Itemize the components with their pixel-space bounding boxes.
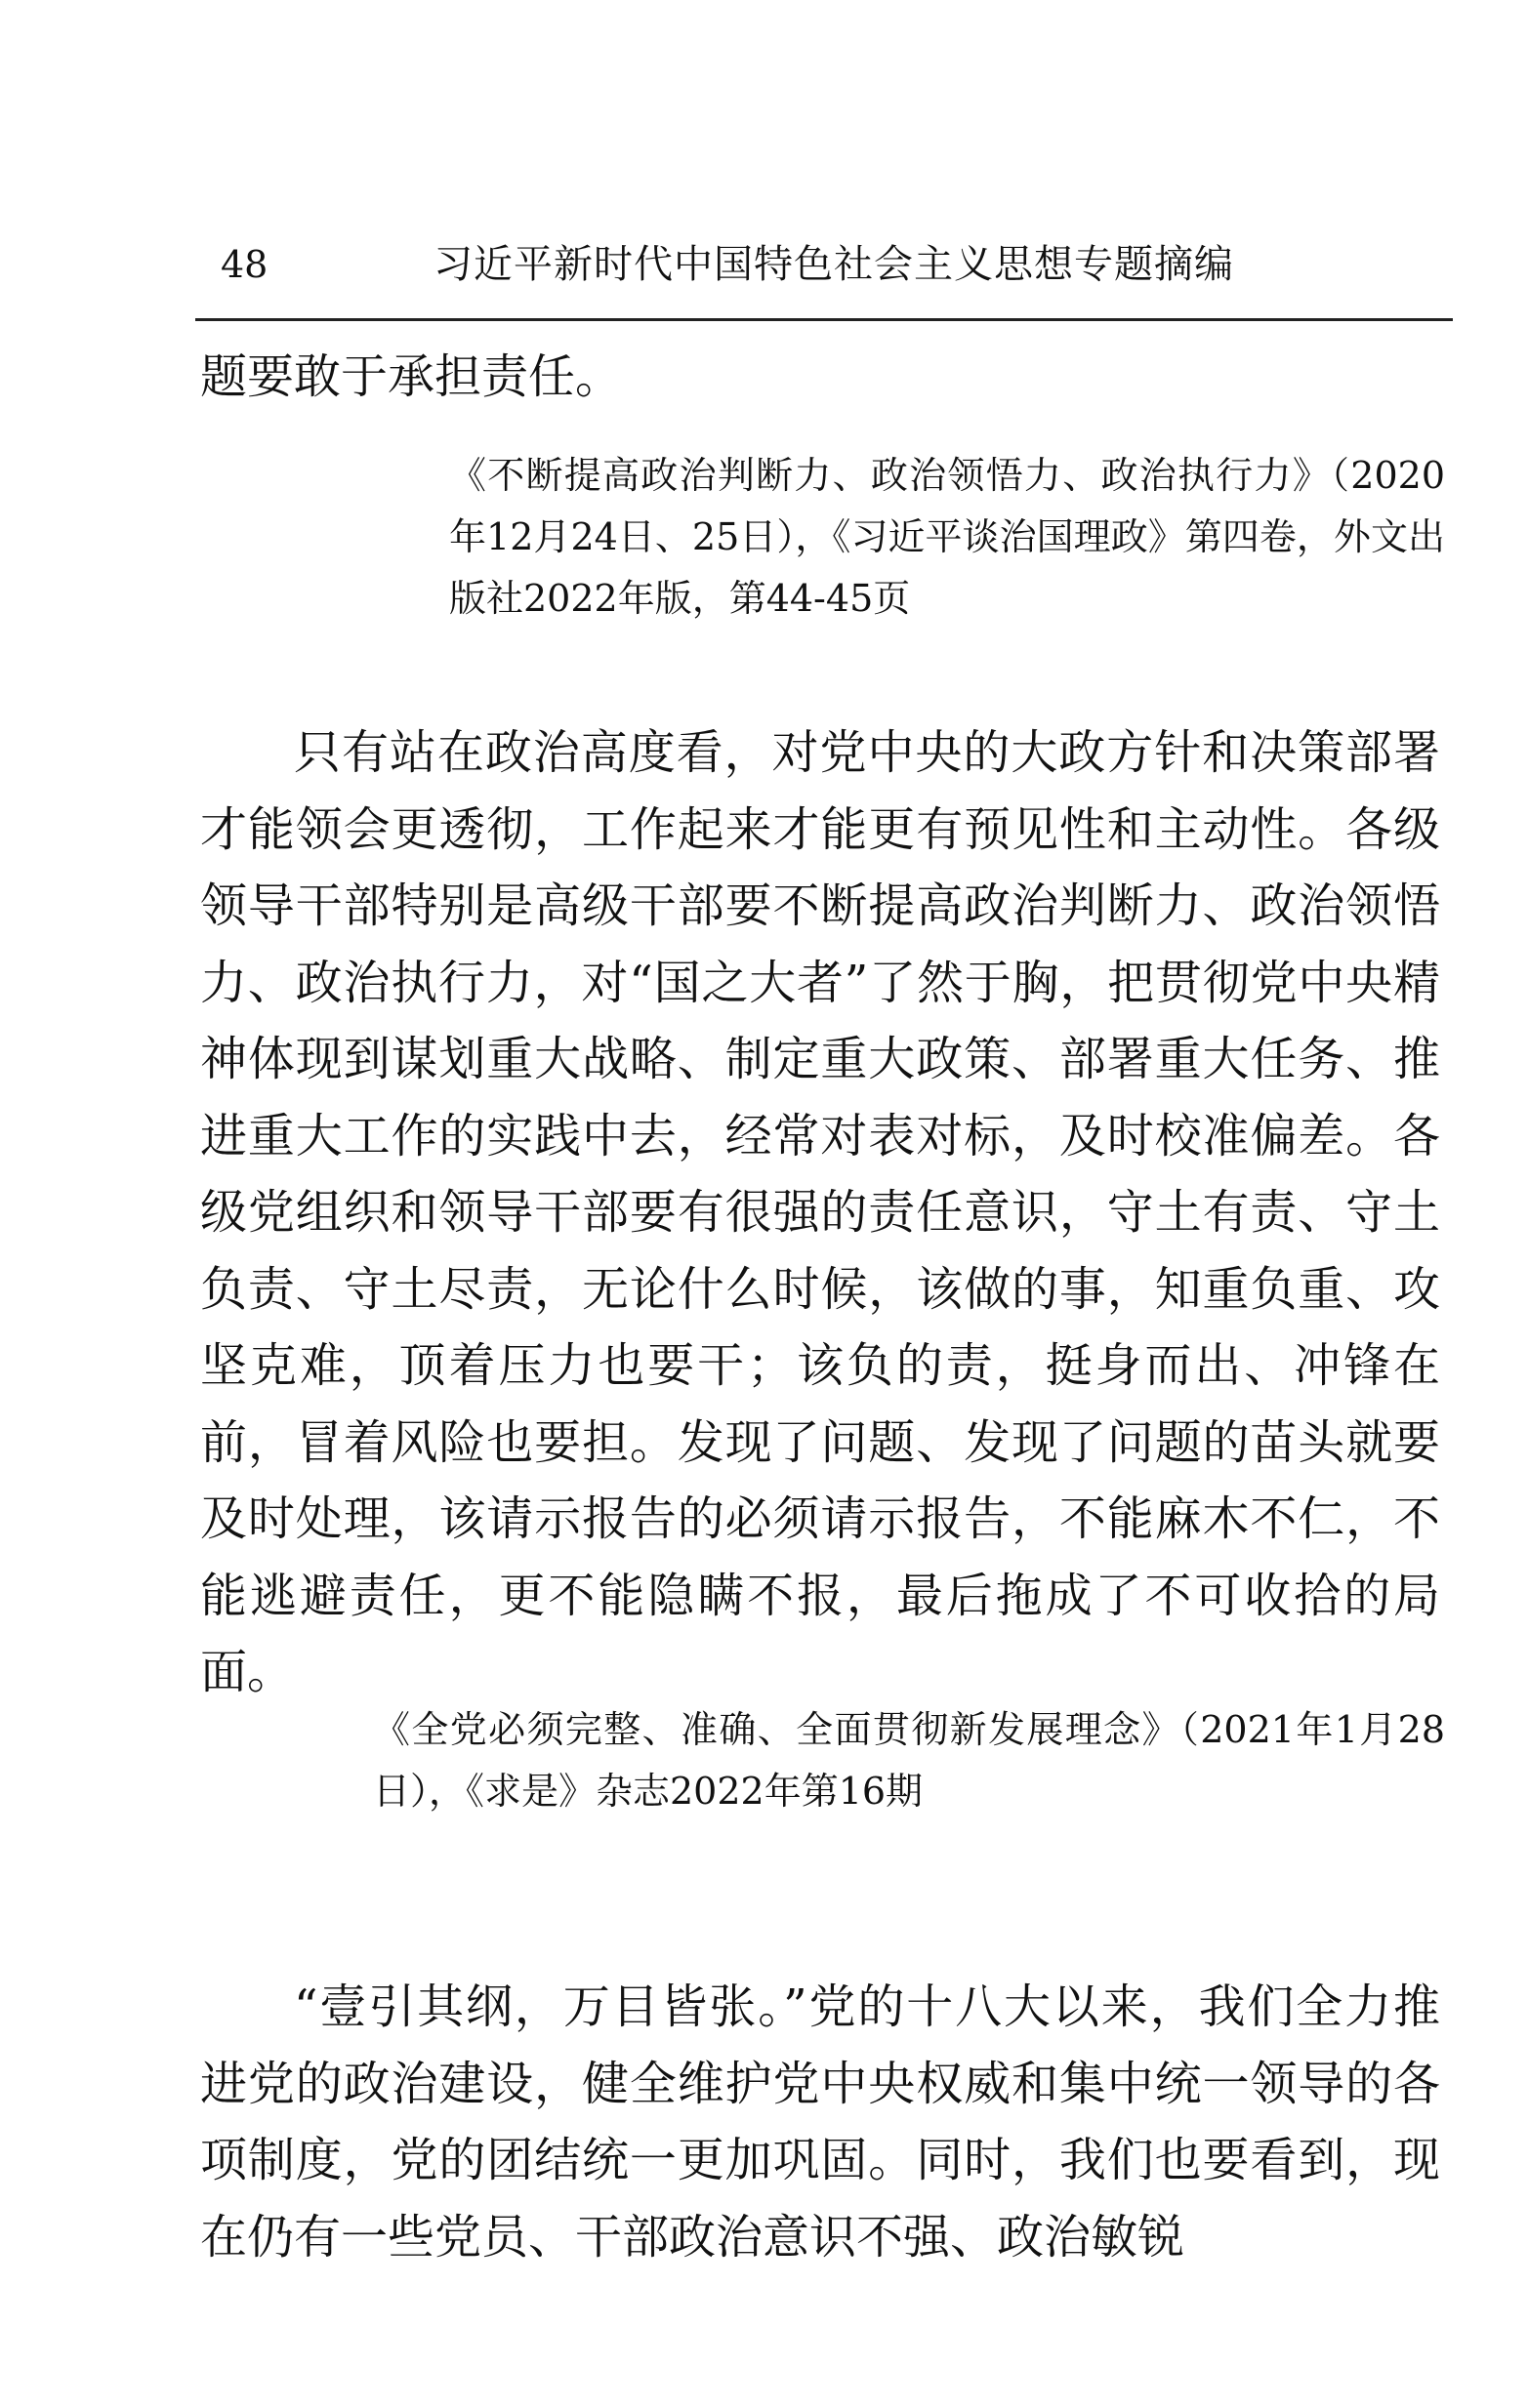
running-title: 习近平新时代中国特色社会主义思想专题摘编 [434,242,1234,287]
header-rule [195,318,1453,321]
paragraph-2: “壹引其纲，万目皆张。”党的十八大以来，我们全力推进党的政治建设，健全维护党中央权威和集中统一领导的各项制度，党的团结统一更加巩固。同时，我们也要看到，现在仍有一些党员、干部政治意识不强、政治敏锐 [200,1979,1440,2265]
page-number: 48 [221,243,268,286]
citation-2: 《全党必须完整、准确、全面贯彻新发展理念》（2021年1月28日），《求是》杂志2022年第16期 [373,1708,1445,1813]
citation-1: 《不断提高政治判断力、政治领悟力、政治执行力》（2020年12月24日、25日），《习近平谈治国理政》第四卷，外文出版社2022年版，第44-45页 [449,454,1445,620]
paragraph-1: 只有站在政治高度看，对党中央的大政方针和决策部署才能领会更透彻，工作起来才能更有预见性和主动性。各级领导干部特别是高级干部要不断提高政治判断力、政治领悟力、政治执行力，对“国之大者”了然于胸，把贯彻党中央精神体现到谋划重大战略、制定重大政策、部署重大任务、推进重大工作的实践中去，经常对表对标，及时校准偏差。各级党组织和领导干部要有很强的责任意识，守土有责、守土负责、守土尽责，无论什么时候，该做的事，知重负重、攻坚克难，顶着压力也要干；该负的责，挺身而出、冲锋在前，冒着风险也要担。发现了问题、发现了问题的苗头就要及时处理，该请示报告的必须请示报告，不能麻木不仁，不能逃避责任，更不能隐瞒不报，最后拖成了不可收拾的局面。 [200,725,1440,1699]
carryover-text: 题要敢于承担责任。 [200,349,623,404]
page-header [195,232,1453,297]
